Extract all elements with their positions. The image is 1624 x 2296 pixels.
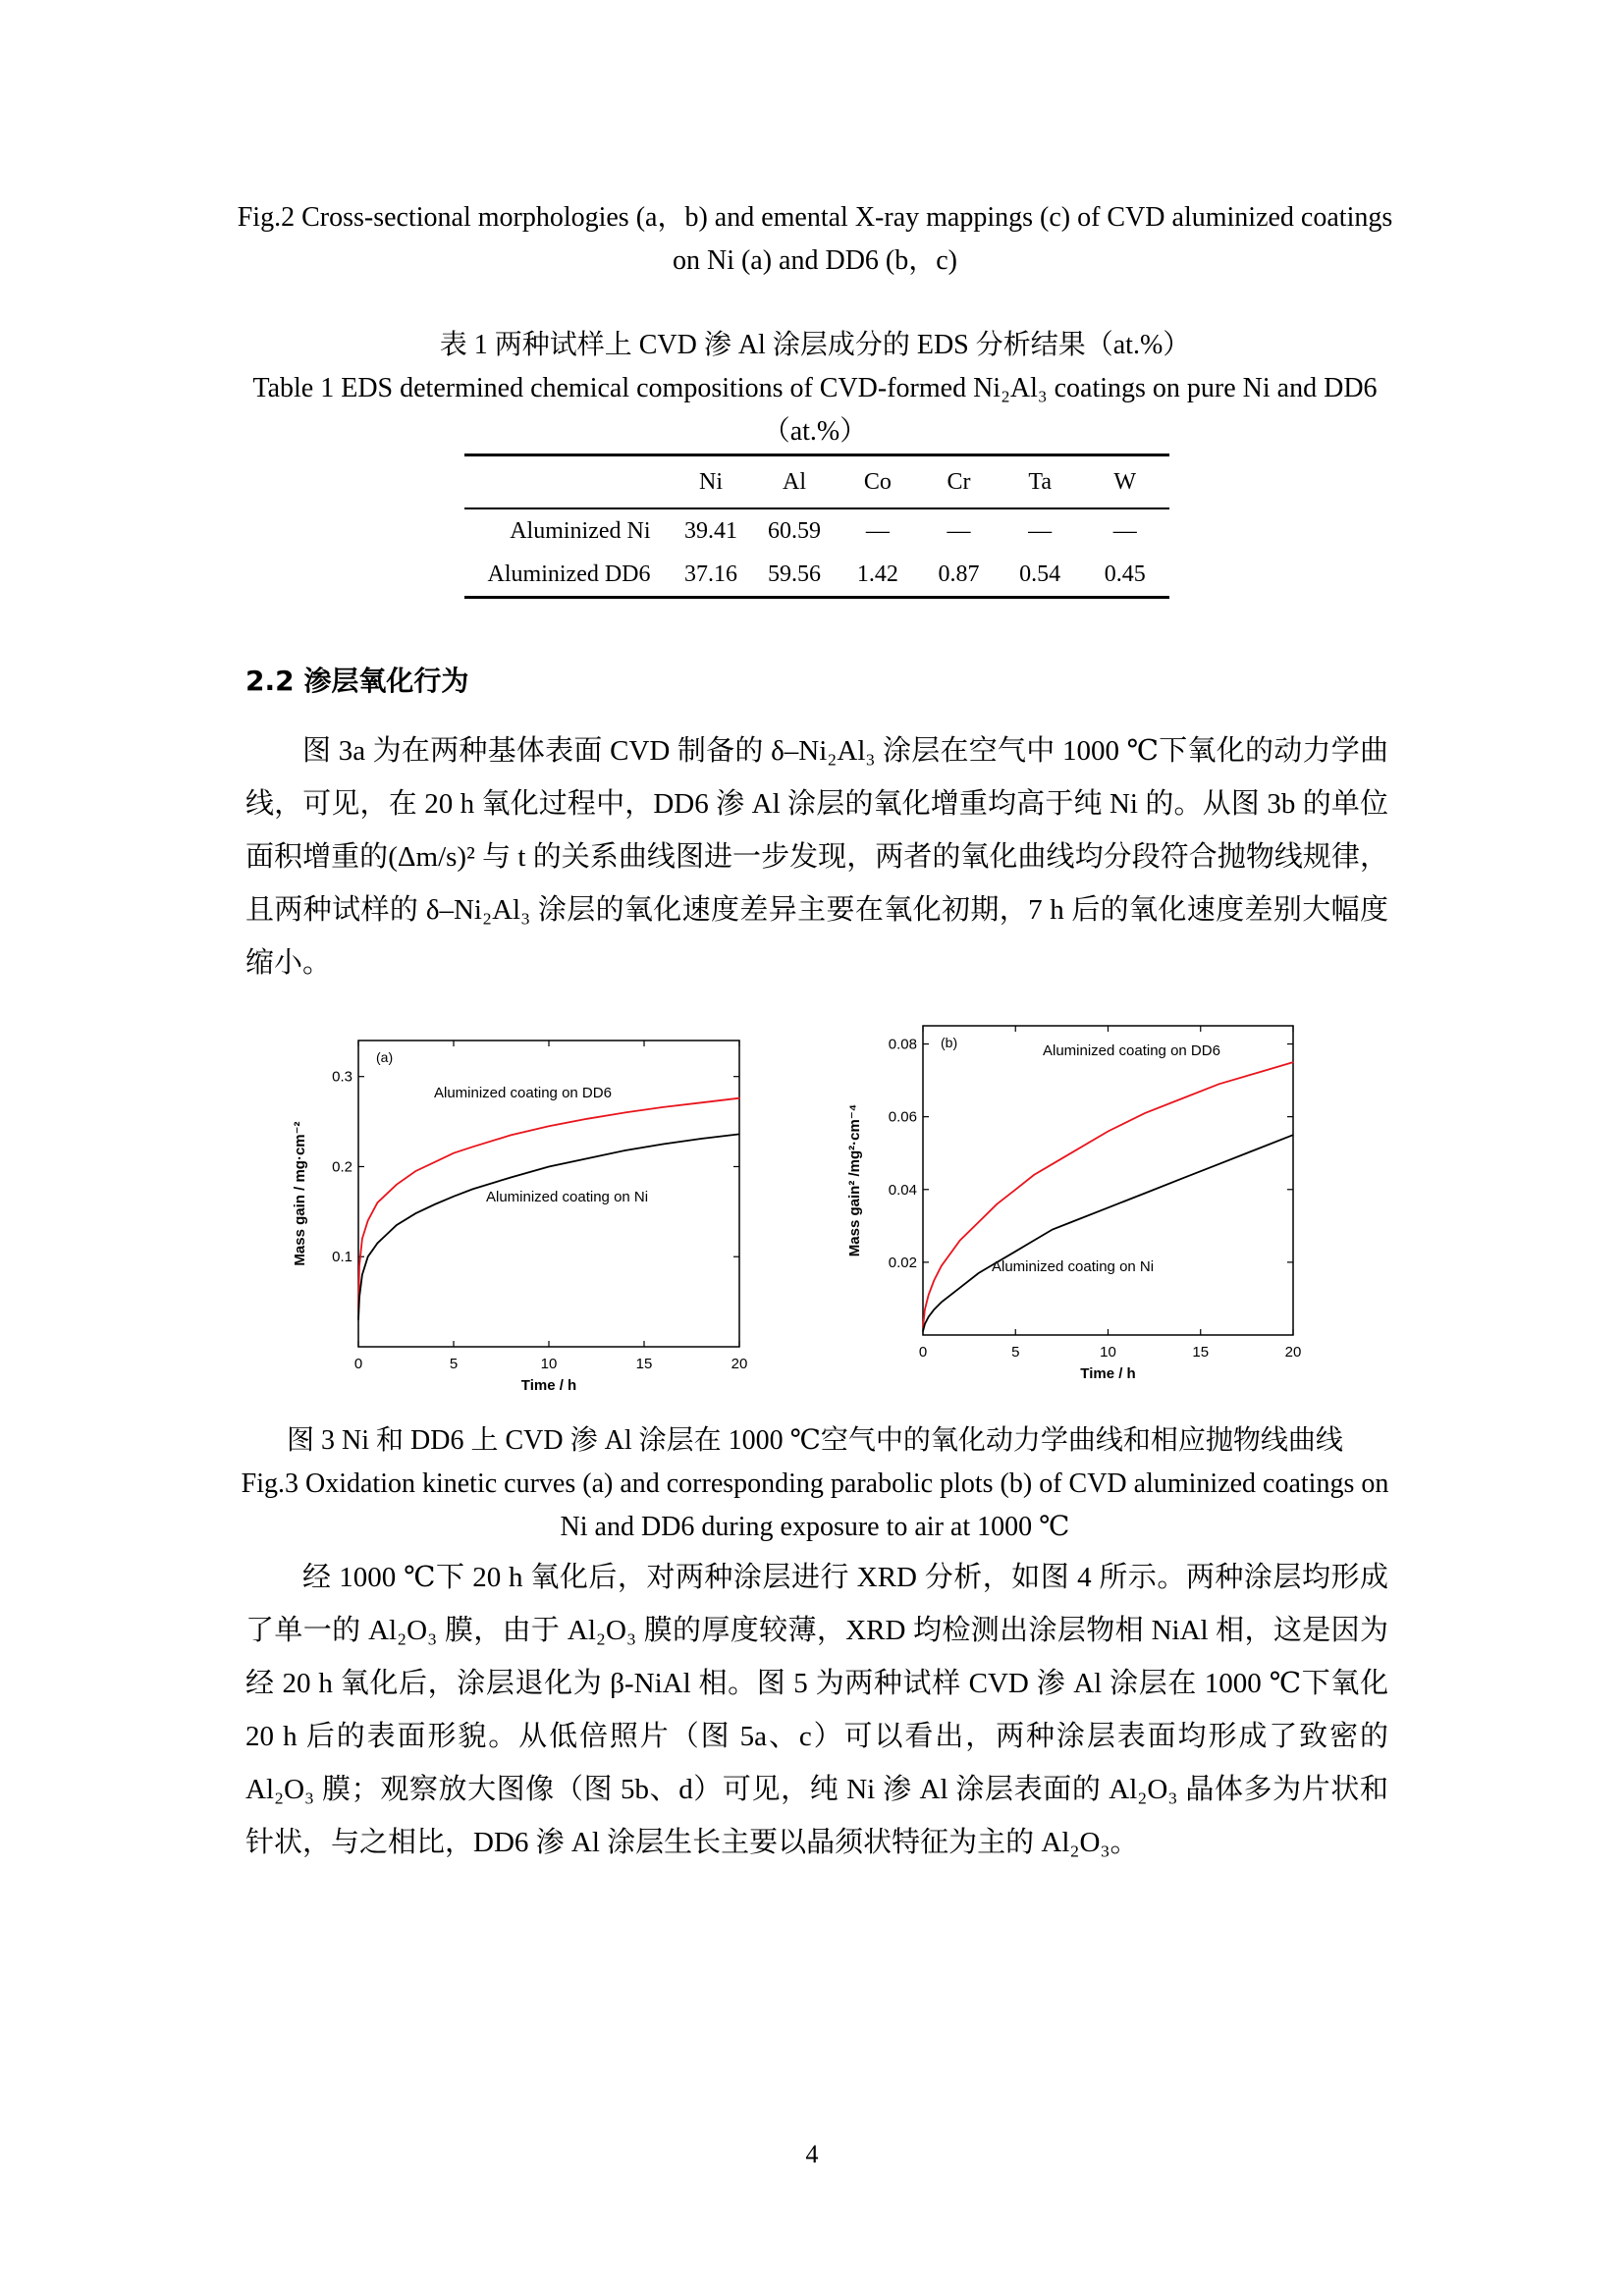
data-point [924, 1323, 925, 1324]
row-label: Aluminized Ni [510, 517, 651, 544]
data-point [377, 1202, 378, 1203]
x-tick-label: 20 [731, 1356, 748, 1372]
data-point [1015, 1189, 1016, 1190]
x-tick-label: 20 [1284, 1344, 1302, 1361]
row-label: Aluminized DD6 [464, 553, 671, 598]
data-point [1052, 1163, 1053, 1164]
y-tick-label: 0.02 [888, 1254, 917, 1271]
col-header: Ta [1000, 455, 1081, 509]
data-point [1034, 1240, 1035, 1241]
data-point [415, 1213, 416, 1214]
data-point [472, 1147, 473, 1148]
data-point [978, 1222, 979, 1223]
table-cell: — [947, 517, 971, 544]
data-point [928, 1295, 929, 1296]
data-point [586, 1118, 587, 1119]
col-header: Ni [671, 455, 752, 509]
data-point [1015, 1251, 1016, 1252]
data-point [367, 1256, 368, 1257]
data-point [396, 1184, 397, 1185]
data-point [1070, 1152, 1071, 1153]
data-point [1145, 1112, 1146, 1113]
series-line-ni [923, 1135, 1293, 1331]
data-point [738, 1097, 739, 1098]
data-point [978, 1272, 979, 1273]
table-header-row [464, 455, 1169, 509]
table-cell: 39.41 [684, 517, 738, 544]
data-point [511, 1177, 512, 1178]
data-point [663, 1144, 664, 1145]
data-point [1256, 1148, 1257, 1149]
table-cell: — [1112, 517, 1137, 544]
y-tick-label: 0.06 [888, 1108, 917, 1126]
table-cell: 1.42 [837, 553, 918, 598]
panel-label: (b) [941, 1035, 958, 1050]
data-point [934, 1308, 935, 1309]
data-point [1181, 1178, 1182, 1179]
y-tick-label: 0.08 [888, 1036, 917, 1053]
table-cell: 0.54 [1000, 553, 1081, 598]
data-point [377, 1243, 378, 1244]
table-cell: 37.16 [671, 553, 752, 598]
x-tick-label: 15 [635, 1356, 653, 1372]
data-point [934, 1280, 935, 1281]
y-tick-label: 0.1 [332, 1249, 352, 1266]
data-point [1108, 1131, 1109, 1132]
fig3-caption [236, 1419, 1394, 1549]
x-tick-label: 15 [1192, 1344, 1210, 1361]
y-axis-label: Mass gain² /mg²·cm⁻⁴ [846, 1103, 863, 1257]
data-point [959, 1287, 960, 1288]
y-tick-label: 0.3 [332, 1068, 352, 1086]
data-point [1052, 1229, 1053, 1230]
table-cell: 0.87 [918, 553, 1000, 598]
table1-title-en: Table 1 EDS determined chemical compositions of CVD-formed Ni₂Al₃ coatings on pure Ni and DD6 （at.%） [252, 373, 1378, 447]
y-tick-label: 0.2 [332, 1158, 352, 1176]
y-tick-label: 0.04 [888, 1181, 917, 1199]
table-row [464, 553, 1169, 598]
series-annotation: Aluminized coating on Ni [486, 1189, 649, 1205]
data-point [997, 1203, 998, 1204]
body-paragraph-2: 经 1000 ℃下 20 h 氧化后，对两种涂层进行 XRD 分析，如图 4 所示。两种涂层均形成了单一的 Al₂O₃ 膜，由于 Al₂O₃ 膜的厚度较薄，XRD 均检测出涂层物相 NiAl 相，这是因为经 20 h 氧化后，涂层退化为 β-NiAl 相。图 5 为两种试样 CVD 渗 Al 涂层在 1000 ℃下氧化 20 h 后的表面形貌。从低倍照片（图 5a、c）可以看出，两种涂层表面均形成了致密的 Al₂O₃ 膜；观察放大图像（图 5b、d）可见，纯 Ni 渗 Al 涂层表面的 Al₂O₃ 晶体多为片状和针状，与之相比，DD6 渗 Al 涂层生长主要以晶须状特征为主的 Al₂O₃。 [245, 1562, 1388, 1858]
eds-table [464, 454, 1169, 599]
section-heading: 2.2 渗层氧化行为 [245, 665, 469, 697]
data-point [624, 1112, 625, 1113]
data-point [358, 1265, 359, 1266]
series-annotation: Aluminized coating on DD6 [1043, 1042, 1220, 1059]
data-point [434, 1161, 435, 1162]
col-header: Al [752, 455, 838, 509]
data-point [453, 1196, 454, 1197]
data-point [357, 1319, 358, 1320]
x-axis-label: Time / h [1080, 1365, 1136, 1382]
x-tick-label: 0 [353, 1356, 363, 1372]
data-point [624, 1149, 625, 1150]
table-cell: — [865, 517, 890, 544]
data-point [941, 1302, 942, 1303]
data-point [941, 1265, 942, 1266]
data-point [1256, 1073, 1257, 1074]
data-point [361, 1274, 362, 1275]
table-cell: 60.59 [768, 517, 822, 544]
data-point [367, 1220, 368, 1221]
x-tick-label: 0 [918, 1344, 928, 1361]
chart-b [839, 1021, 1326, 1399]
col-header: W [1081, 455, 1170, 509]
data-point [1034, 1174, 1035, 1175]
table-cell: 59.56 [752, 553, 838, 598]
data-point [548, 1126, 549, 1127]
y-axis-label: Mass gain / mg·cm⁻² [292, 1121, 308, 1266]
col-header: Cr [918, 455, 1000, 509]
data-point [358, 1297, 359, 1298]
fig3-caption-cn: 图 3 Ni 和 DD6 上 CVD 渗 Al 涂层在 1000 ℃空气中的氧化动力学曲线和相应抛物线曲线 [287, 1425, 1343, 1456]
data-point [663, 1106, 664, 1107]
plot-frame [923, 1026, 1293, 1335]
table-cell: — [1028, 517, 1053, 544]
col-header: Co [837, 455, 918, 509]
table1-title-block [236, 324, 1394, 454]
data-point [361, 1238, 362, 1239]
data-point [701, 1138, 702, 1139]
data-point [922, 1331, 923, 1332]
data-point [511, 1135, 512, 1136]
x-tick-label: 5 [449, 1356, 459, 1372]
data-point [701, 1102, 702, 1103]
series-line-ni [358, 1134, 739, 1319]
data-point [1181, 1098, 1182, 1099]
data-point [738, 1134, 739, 1135]
data-point [396, 1225, 397, 1226]
table-row [464, 508, 1169, 553]
x-tick-label: 10 [540, 1356, 558, 1372]
x-tick-label: 10 [1100, 1344, 1116, 1361]
x-axis-label: Time / h [520, 1377, 577, 1394]
panel-label: (a) [376, 1049, 394, 1065]
data-point [434, 1203, 435, 1204]
series-annotation: Aluminized coating on DD6 [434, 1085, 612, 1101]
series-line-dd6 [923, 1062, 1293, 1328]
table1-title-cn: 表 1 两种试样上 CVD 渗 Al 涂层成分的 EDS 分析结果（at.%） [439, 330, 1191, 360]
fig2-caption: Fig.2 Cross-sectional morphologies (a，b) and emental X-ray mappings (c) of CVD aluminized coatings on Ni (a) and DD6 (b，c) [237, 202, 1393, 276]
data-point [1292, 1135, 1293, 1136]
series-annotation: Aluminized coating on Ni [992, 1258, 1155, 1275]
data-point [1218, 1163, 1219, 1164]
data-point [959, 1240, 960, 1241]
data-point [1070, 1222, 1071, 1223]
data-point [586, 1158, 587, 1159]
chart-a [285, 1021, 766, 1399]
data-point [924, 1308, 925, 1309]
fig3-caption-en: Fig.3 Oxidation kinetic curves (a) and corresponding parabolic plots (b) of CVD aluminized coatings on Ni and DD6 during exposure to air at 1000 ℃ [241, 1468, 1389, 1542]
data-point [1218, 1084, 1219, 1085]
table-cell: 0.45 [1081, 553, 1170, 598]
data-point [415, 1170, 416, 1171]
body-paragraph-1: 图 3a 为在两种基体表面 CVD 制备的 δ–Ni₂Al₃ 涂层在空气中 1000 ℃下氧化的动力学曲线，可见，在 20 h 氧化过程中，DD6 渗 Al 涂层的氧化增重均高于纯 Ni 的。从图 3b 的单位面积增重的(Δm/s)² 与 t 的关系曲线图进一步发现，两者的氧化曲线均分段符合抛物线规律，且两种试样的 δ–Ni₂Al₃ 涂层的氧化速度差异主要在氧化初期，7 h 后的氧化速度差别大幅度缩小。 [245, 735, 1388, 979]
data-point [1292, 1061, 1293, 1062]
data-point [472, 1189, 473, 1190]
data-point [1145, 1193, 1146, 1194]
data-point [928, 1316, 929, 1317]
data-point [453, 1152, 454, 1153]
x-tick-label: 5 [1011, 1344, 1020, 1361]
page-number: 4 [805, 2140, 819, 2168]
data-point [1108, 1207, 1109, 1208]
data-point [548, 1166, 549, 1167]
